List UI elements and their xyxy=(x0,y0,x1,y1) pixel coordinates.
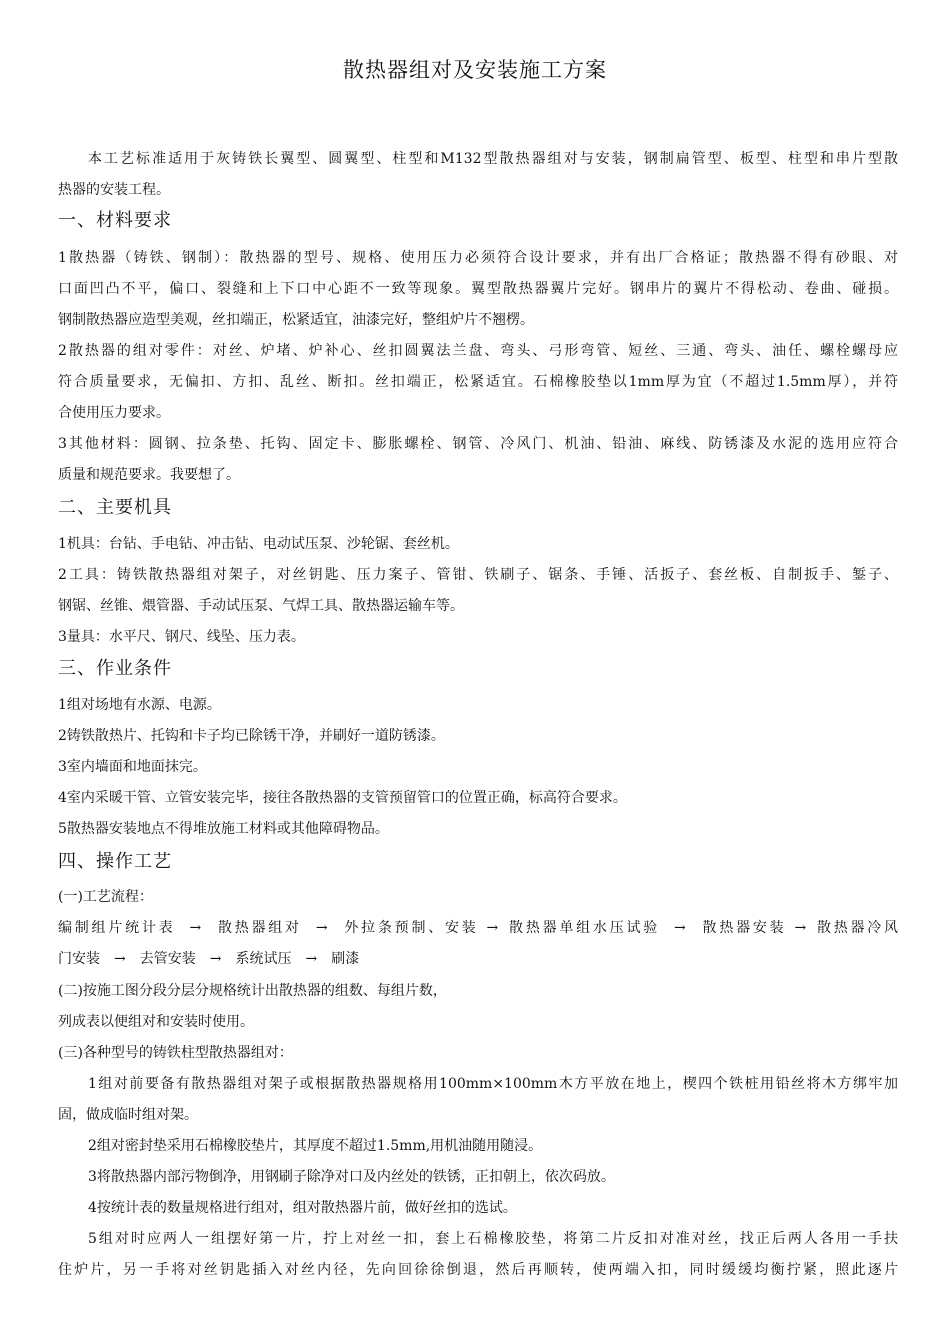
item3-line-5: 4按统计表的数量规格进行组对，组对散热器片前，做好丝扣的选试。 xyxy=(88,1200,517,1216)
item2-line-2: 列成表以便组对和安装时使用。 xyxy=(58,1014,254,1030)
materials-line-1: 1散热器（铸铁、钢制）：散热器的型号、规格、使用压力必须符合设计要求，并有出厂合格证；散热器不得有砂眼、对 xyxy=(58,250,898,266)
flow-arrow: → xyxy=(794,920,807,936)
flow-step: 编制组片统计表 xyxy=(58,920,176,936)
flow-row-1 xyxy=(58,917,898,937)
flow-arrow: → xyxy=(305,951,318,967)
tools-line-1: 1机具：台钻、手电钻、冲击钻、电动试压泵、沙轮锯、套丝机。 xyxy=(58,536,459,552)
item3-line-6: 5组对时应两人一组摆好第一片，拧上对丝一扣，套上石棉橡胶垫，将第二片反扣对准对丝，找正后两人各用一手扶 xyxy=(88,1231,898,1247)
flow-step: 散热器安装 xyxy=(699,920,787,936)
conditions-line-3: 3室内墙面和地面抹完。 xyxy=(58,759,207,775)
flow-arrow: → xyxy=(189,920,202,936)
materials-line-3: 钢制散热器应造型美观，丝扣端正，松紧适宜，油漆完好，整组炉片不翘楞。 xyxy=(58,312,534,328)
item3-line-1: 1组对前要备有散热器组对架子或根据散热器规格用100mm×100mm木方平放在地上，楔四个铁桩用铅丝将木方绑牢加 xyxy=(88,1076,898,1092)
materials-line-7: 3其他材料：圆钢、拉条垫、托钩、固定卡、膨胀螺栓、钢管、冷风门、机油、铅油、麻线、防锈漆及水泥的选用应符合 xyxy=(58,436,898,452)
flow-step: 散热器单组水压试验 xyxy=(506,920,661,936)
materials-line-2: 口面凹凸不平，偏口、裂缝和上下口中心距不一致等现象。翼型散热器翼片完好。钢串片的翼片不得松动、卷曲、碰损。 xyxy=(58,281,898,297)
section-heading-materials: 一、材料要求 xyxy=(58,210,172,231)
materials-line-4: 2散热器的组对零件：对丝、炉堵、炉补心、丝扣圆翼法兰盘、弯头、弓形弯管、短丝、三通、弯头、油任、螺栓螺母应 xyxy=(58,343,898,359)
tools-line-2: 2工具：铸铁散热器组对架子，对丝钥匙、压力案子、管钳、铁刷子、锯条、手锤、活扳子、套丝板、自制扳手、錾子、 xyxy=(58,567,898,583)
item3-line-2: 固，做成临时组对架。 xyxy=(58,1107,198,1123)
materials-line-5: 符合质量要求，无偏扣、方扣、乱丝、断扣。丝扣端正，松紧适宜。石棉橡胶垫以1mm厚为宜（不超过1.5mm厚），并符 xyxy=(58,374,898,390)
conditions-line-5: 5散热器安装地点不得堆放施工材料或其他障碍物品。 xyxy=(58,821,389,837)
flow-arrow: → xyxy=(486,920,499,936)
item3-line-3: 2组对密封垫采用石棉橡胶垫片，其厚度不超过1.5mm,用机油随用随浸。 xyxy=(88,1138,543,1154)
document-title: 散热器组对及安装施工方案 xyxy=(343,58,607,82)
item3-line-7: 住炉片，另一手将对丝钥匙插入对丝内径，先向回徐徐倒退，然后再顺转，使两端入扣，同时缓缓均衡拧紧，照此逐片 xyxy=(58,1262,898,1278)
item3-title: (三)各种型号的铸铁柱型散热器组对： xyxy=(58,1045,293,1061)
flow-arrow: → xyxy=(315,920,328,936)
flow-step: 散热器组对 xyxy=(215,920,302,936)
conditions-line-4: 4室内采暖干管、立管安装完毕，接往各散热器的支管预留管口的位置正确，标高符合要求。 xyxy=(58,790,627,806)
flow-step: 去管安装 xyxy=(139,951,196,967)
materials-line-6: 合使用压力要求。 xyxy=(58,405,170,421)
flow-row-2 xyxy=(58,948,898,968)
section-heading-process: 四、操作工艺 xyxy=(58,851,172,872)
flow-step: 散热器冷风 xyxy=(814,920,899,936)
item3-line-4: 3将散热器内部污物倒净，用钢刷子除净对口及内丝处的铁锈，正扣朝上，依次码放。 xyxy=(88,1169,615,1185)
flow-step: 系统试压 xyxy=(235,951,292,967)
flow-arrow: → xyxy=(209,951,222,967)
flow-arrow: → xyxy=(674,920,686,936)
flow-step: 外拉条预制、安装 xyxy=(341,920,479,936)
flow-arrow: → xyxy=(114,951,126,967)
section-heading-conditions: 三、作业条件 xyxy=(58,658,172,679)
flow-step: 刷漆 xyxy=(331,951,360,967)
conditions-line-2: 2铸铁散热片、托钩和卡子均已除锈干净，并刷好一道防锈漆。 xyxy=(58,728,445,744)
materials-line-8: 质量和规范要求。我要想了。 xyxy=(58,467,240,483)
intro-line-2: 热器的安装工程。 xyxy=(58,182,170,198)
tools-line-3: 钢锯、丝锥、煨管器、手动试压泵、气焊工具、散热器运输车等。 xyxy=(58,598,464,614)
item2-line-1: (二)按施工图分段分层分规格统计出散热器的组数、每组片数， xyxy=(58,983,447,999)
section-heading-tools: 二、主要机具 xyxy=(58,497,172,518)
flow-title: (一)工艺流程： xyxy=(58,889,153,905)
conditions-line-1: 1组对场地有水源、电源。 xyxy=(58,697,221,713)
tools-line-4: 3量具：水平尺、钢尺、线坠、压力表。 xyxy=(58,629,305,645)
flow-step: 门安装 xyxy=(58,951,100,967)
intro-line-1: 本工艺标准适用于灰铸铁长翼型、圆翼型、柱型和M132型散热器组对与安装，钢制扁管型、板型、柱型和串片型散 xyxy=(88,151,898,167)
